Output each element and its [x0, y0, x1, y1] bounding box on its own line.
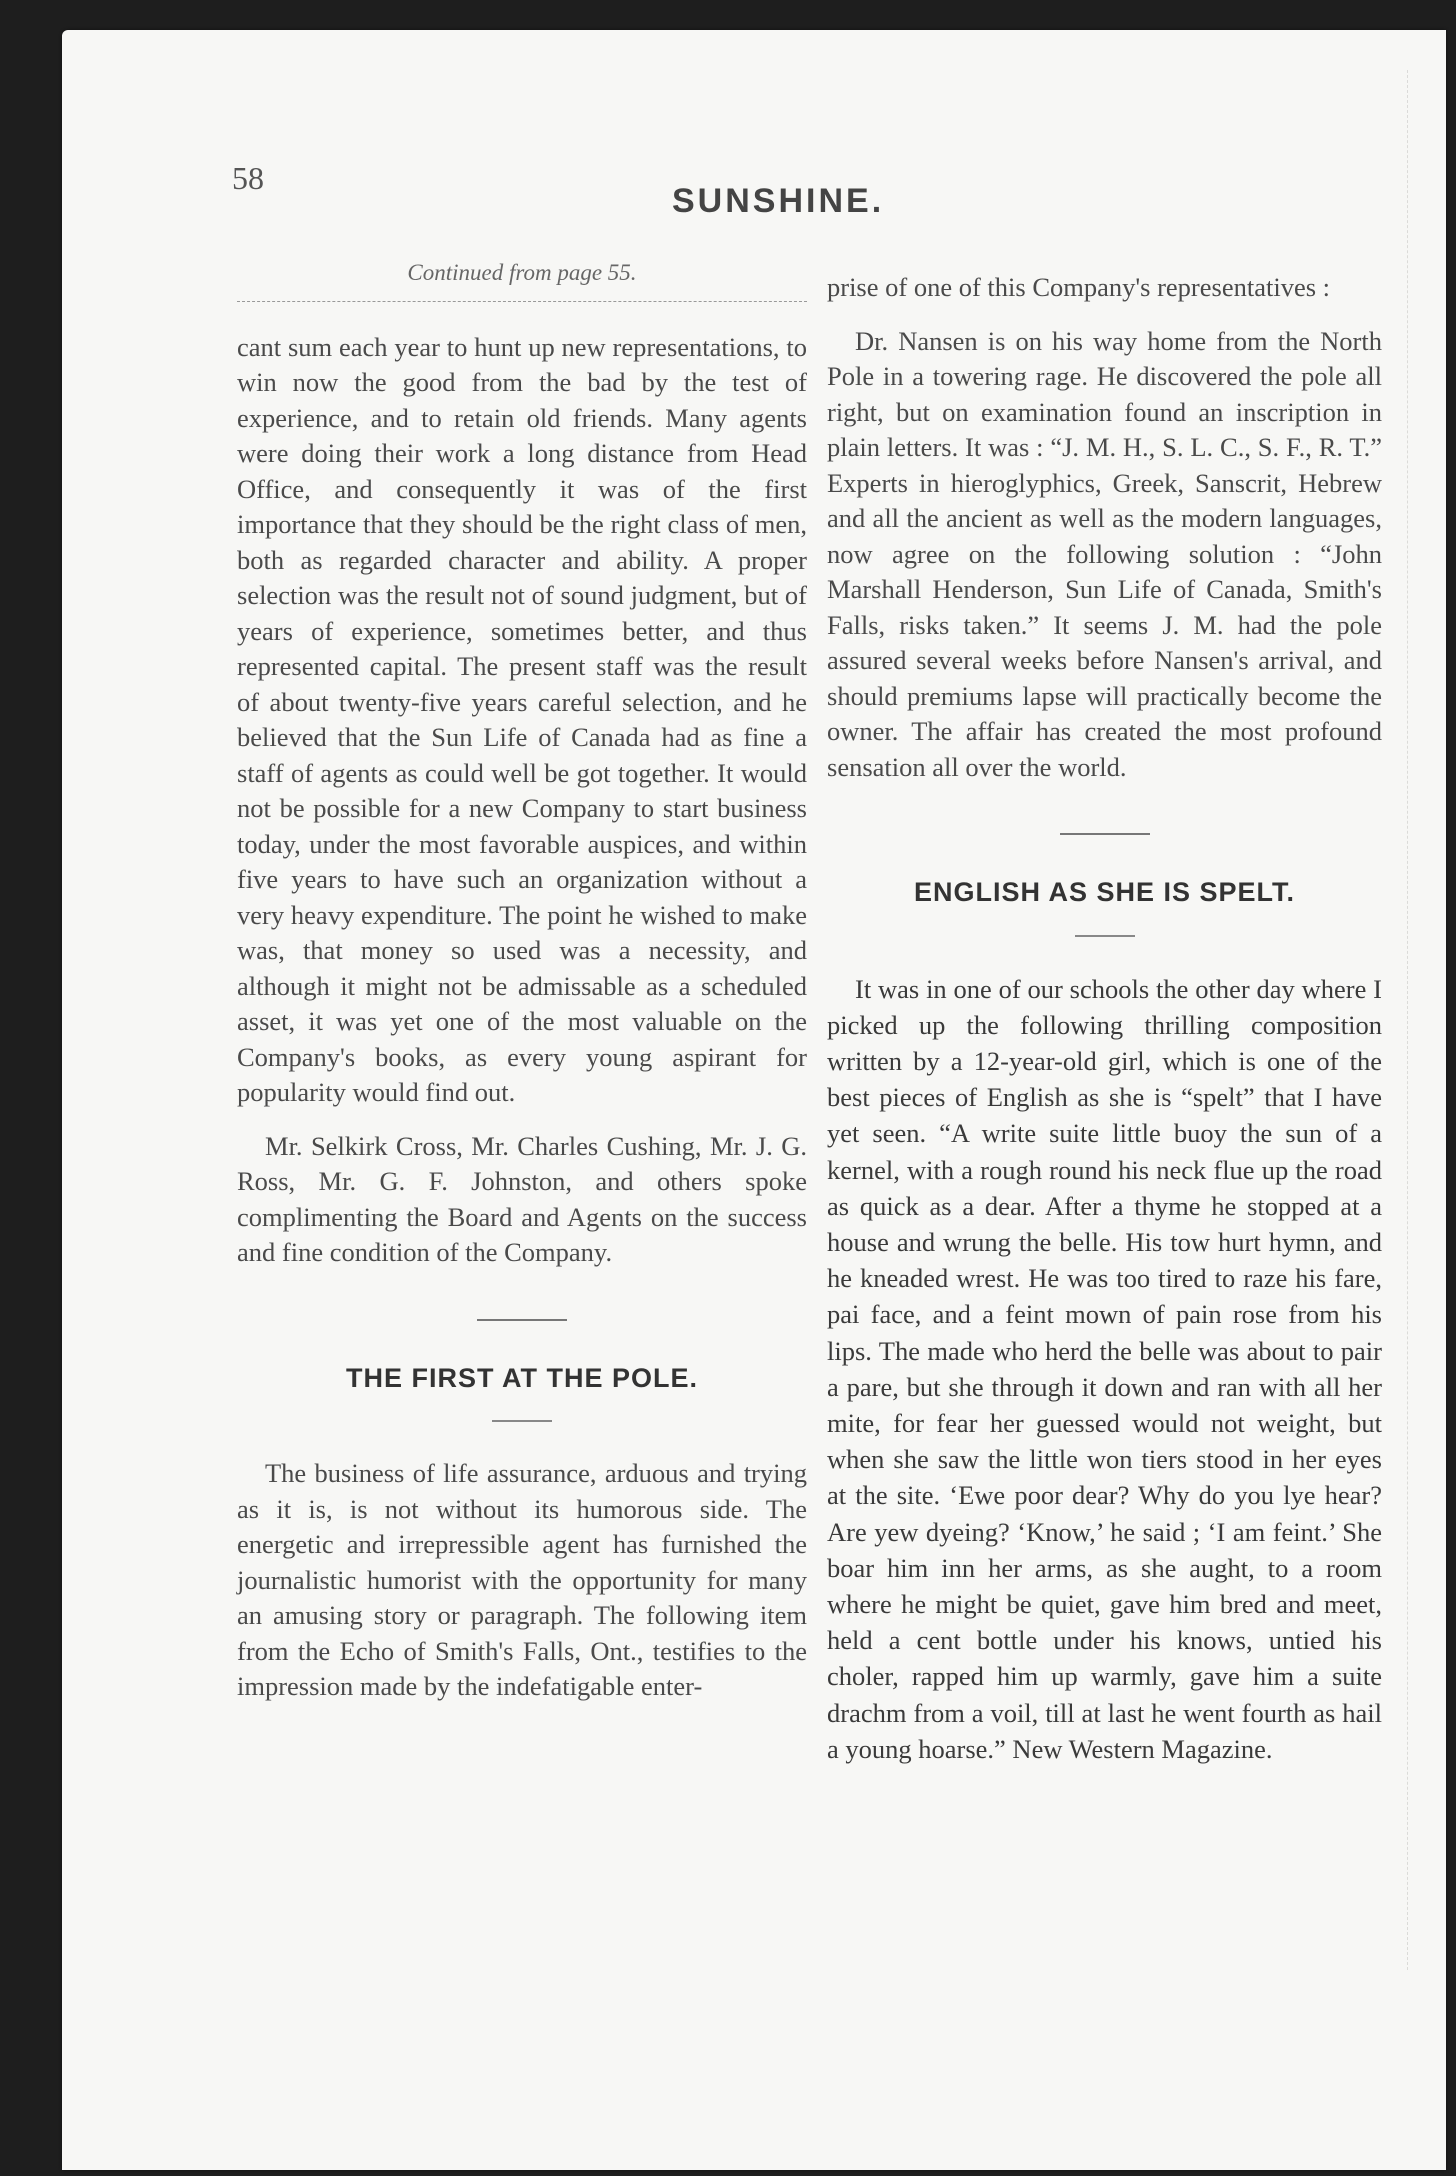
- page-edge-marks: [1407, 70, 1412, 1970]
- article-paragraph: cant sum each year to hunt up new representations, to win now the good from the bad by the test of experience, and to retain old friends. Many agents were doing their work a long distance from Head Office, and consequently it was of the first importance that they should be the right class of men, both as regarded character and ability. A proper selection was the result not of sound judgment, but of years of experience, sometimes better, and thus represented capital. The present staff was the result of about twenty-five years careful selection, and he believed that the Sun Life of Canada had as fine a staff of agents as could well be got together. It would not be possible for a new Company to start business today, under the most favorable auspices, and within five years to have such an organization without a very heavy expenditure. The point he wished to make was, that money so used was a necessity, and although it might not be admissable as a scheduled asset, it was yet one of the most valuable on the Company's books, as every young aspirant for popularity would find out.: [237, 331, 807, 1107]
- section-heading: THE FIRST AT THE POLE.: [346, 1362, 698, 1393]
- running-title: SUNSHINE.: [672, 182, 885, 220]
- section-heading: ENGLISH AS SHE IS SPELT.: [913, 877, 1296, 907]
- continued-note: Continued from page 55.: [407, 260, 637, 285]
- continued-divider: [237, 301, 807, 302]
- heading-rule: [492, 1420, 552, 1422]
- section-divider: [1060, 833, 1150, 835]
- page-number: 58: [232, 160, 264, 196]
- article-paragraph: The business of life assurance, arduous and trying as it is, is not without its humorous side. The energetic and irrepressible agent has furnished the journalistic humorist with the opportunity for many an amusing story or paragraph. The following item from the Echo of Smith's Falls, Ont., testifies to the impression made by the indefatigable enter-: [237, 1458, 807, 1701]
- right-column: [827, 270, 1382, 1785]
- section-divider: [477, 1319, 567, 1321]
- article-paragraph: It was in one of our schools the other day where I picked up the following thrilling composition written by a 12-year-old girl, which is one of the best pieces of English as she is “spelt” that I have yet seen. “A write suite little buoy the sun of a kernel, with a rough round his neck flue up the road as quick as a dear. After a thyme he stopped at a house and wrung the belle. His tow hurt hymn, and he kneaded wrest. He was too tired to raze his fare, pai face, and a feint mown of pain rose from his lips. The made who herd the belle was about to pair a pare, but she through it down and ran with all her mite, for fear her guessed would not weight, but when she saw the little won tiers stood in her eyes at the site. ‘Ewe poor dear? Why do you lye hear? Are yew dyeing? ‘Know,’ he said ; ‘I am feint.’ She boar him inn her arms, as she aught, to a room where he might be quiet, gave him bred and meet, held a cent bottle under his knows, untied his choler, rapped him up warmly, gave him a suite drachm from a voil, till at last he went fourth as hail a young hoarse.” New Western Magazine.: [827, 973, 1382, 1764]
- heading-rule: [1075, 935, 1135, 937]
- left-column: [237, 255, 807, 1723]
- article-paragraph: Mr. Selkirk Cross, Mr. Charles Cushing, Mr. J. G. Ross, Mr. G. F. Johnston, and others spoke complimenting the Board and Agents on the success and fine condition of the Company.: [237, 1130, 807, 1267]
- article-paragraph: Dr. Nansen is on his way home from the North Pole in a towering rage. He discovered the pole all right, but on examination found an inscription in plain letters. It was : “J. M. H., S. L. C., S. F., R. T.” Experts in hieroglyphics, Greek, Sanscrit, Hebrew and all the ancient as well as the modern languages, now agree on the following solution : “John Marshall Henderson, Sun Life of Canada, Smith's Falls, risks taken.” It seems J. M. had the pole assured several weeks before Nansen's arrival, and should premiums lapse will practically become the owner. The affair has created the most profound sensation all over the world.: [827, 325, 1382, 782]
- article-paragraph: prise of one of this Company's representatives :: [827, 272, 1331, 302]
- magazine-page: [62, 30, 1446, 2170]
